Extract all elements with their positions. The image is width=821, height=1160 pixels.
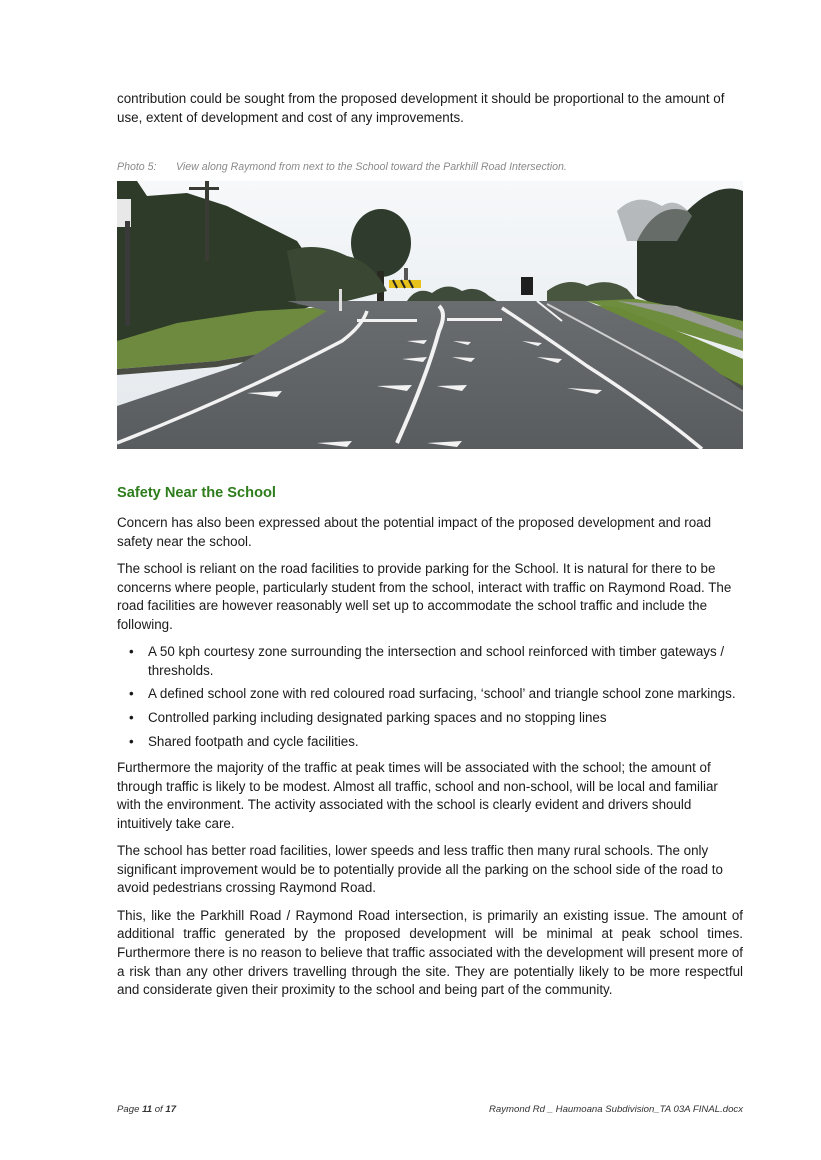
page-number: Page 11 of 17 (117, 1104, 177, 1115)
bullet-icon: • (129, 709, 134, 725)
list-item: • Controlled parking including designated parking spaces and no stopping lines (117, 709, 743, 728)
document-filename: Raymond Rd _ Haumoana Subdivision_TA 03A FINAL.docx (488, 1104, 743, 1115)
intro-paragraph: contribution could be sought from the proposed development it should be proportional to the amount of use, extent of development and cost of any improvements. (117, 91, 725, 125)
document-page (117, 0, 743, 1160)
paragraph: The school has better road facilities, lower speeds and less traffic then many rural schools. The only significant improvement would be to potentially provide all the parking on the school side of the road to avoid pedestrians crossing Raymond Road. (117, 843, 723, 896)
photo-caption (117, 161, 743, 173)
page-footer (117, 1104, 743, 1118)
list-item: • Shared footpath and cycle facilities. (117, 733, 743, 752)
bullet-icon: • (129, 686, 134, 702)
paragraph: Furthermore the majority of the traffic at peak times will be associated with the school; the amount of through traffic is likely to be modest. Almost all traffic, school and non-school, will be local and familiar with the environment. The activity associated with the school is clearly evident and drivers should intuitively take care. (117, 760, 718, 831)
road-photo (117, 181, 743, 449)
facilities-list (117, 643, 743, 751)
paragraph: This, like the Parkhill Road / Raymond Road intersection, is primarily an existing issue. The amount of additional traffic generated by the proposed development will be minimal at peak school times. Furthermore there is no reason to believe that traffic associated with the development will present more of a risk than any other drivers travelling through the site. They are potentially likely to be more respectful and considerate given their proximity to the school and being part of the community. (117, 907, 743, 998)
bullet-icon: • (129, 644, 134, 660)
section-heading: Safety Near the School (117, 485, 276, 501)
list-item: • A defined school zone with red coloured road surfacing, ‘school’ and triangle school zone markings. (117, 685, 743, 704)
section-body (117, 514, 743, 1009)
bullet-icon: • (129, 733, 134, 749)
photo-caption-text: View along Raymond from next to the School toward the Parkhill Road Intersection. (176, 161, 567, 173)
photo-number: Photo 5: (117, 161, 157, 173)
paragraph: The school is reliant on the road facilities to provide parking for the School. It is natural for there to be concerns where people, particularly student from the school, interact with traffic on Raymond Road. The road facilities are however reasonably well set up to accommodate the school traffic and include the following. (117, 560, 732, 632)
list-item: • A 50 kph courtesy zone surrounding the intersection and school reinforced with timber gateways / thresholds. (129, 644, 725, 678)
paragraph: Concern has also been expressed about the potential impact of the proposed development and road safety near the school. (117, 515, 712, 549)
